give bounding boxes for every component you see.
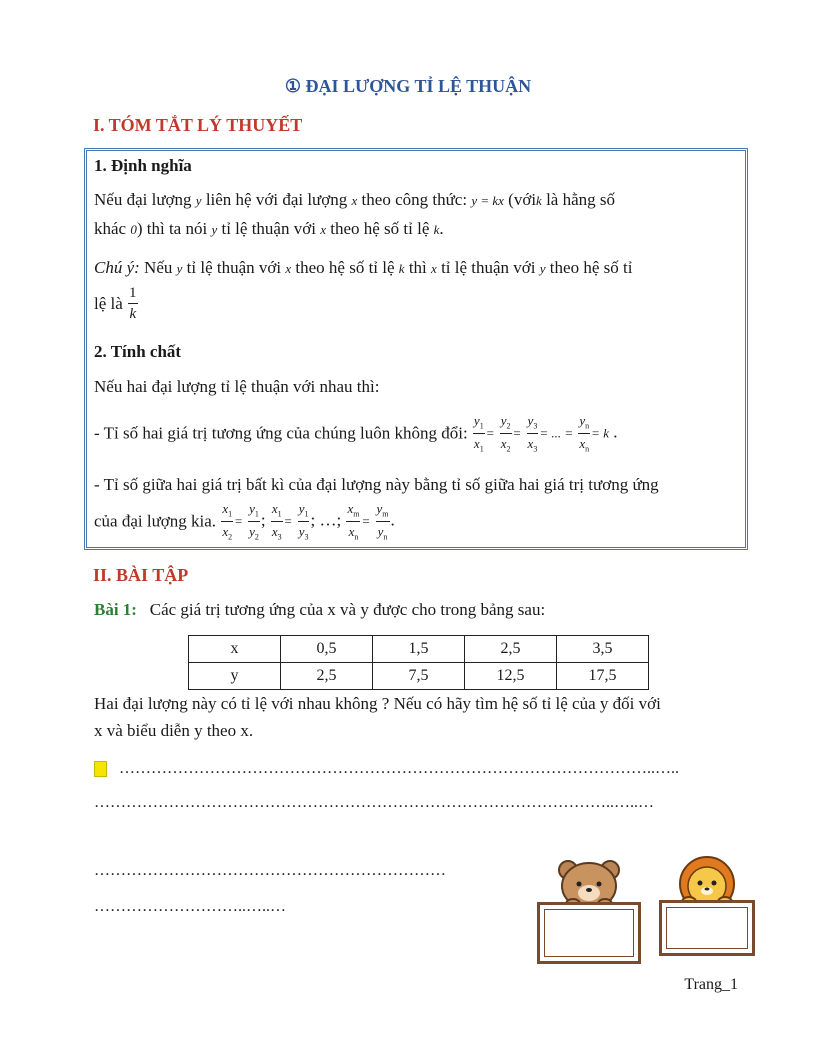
property-heading: 2. Tính chất <box>94 342 182 361</box>
question-line-2: x và biểu diễn y theo x. <box>94 721 254 740</box>
property-1: - Tỉ số hai giá trị tương ứng của chúng luôn không đổi: $\frac{y_1}{x_1}$ = $\frac{y_2}{x_2}$ = $\frac{y_3}{x_3}$ = ... = $\frac{y_n}{x_n}$ = k . <box>94 413 618 454</box>
table-cell: 12,5 <box>465 663 557 690</box>
page-number: Trang_1 <box>684 976 738 993</box>
property-2-line-2: của đại lượng kia. $\frac{x_1}{x_2}$ = $\frac{y_1}{y_2}$ ; $\frac{x_1}{x_3}$ = $\frac{y_1}{y_3}$ ; …; $\frac{x_m}{x_n}$ = $\frac{y_m}{y_n}$ . <box>94 501 395 542</box>
section-heading-theory: I. TÓM TẮT LÝ THUYẾT <box>93 115 303 135</box>
table-cell: 7,5 <box>373 663 465 690</box>
definition-line-2: khác 0) thì ta nói y tỉ lệ thuận với x theo hệ số tỉ lệ k. <box>94 219 444 238</box>
page-title: ① ĐẠI LƯỢNG TỈ LỆ THUẬN <box>284 76 532 96</box>
table-row <box>189 663 649 690</box>
answer-line-2: ……………………………………………………………………………………..…..… <box>94 794 654 811</box>
answer-line-4: ………………………..…..… <box>94 898 286 915</box>
answer-line-1: ………………………………………………………………………………………..….. <box>94 760 754 778</box>
table-cell: 17,5 <box>557 663 649 690</box>
table-row <box>189 636 649 663</box>
note-line-2: lệ là $\frac{1}{k}$ <box>94 285 137 322</box>
definition-heading: 1. Định nghĩa <box>94 156 192 175</box>
table-cell: y <box>189 663 281 690</box>
property-2-line-1: - Tỉ số giữa hai giá trị bất kì của đại lượng này bằng tỉ số giữa hai giá trị tương ứng <box>94 475 659 494</box>
table-cell: x <box>189 636 281 663</box>
table-cell: 1,5 <box>373 636 465 663</box>
answer-line-3: ………………………………………………………… <box>94 862 446 879</box>
lion-board-image <box>657 856 757 958</box>
bear-board-image <box>535 858 643 966</box>
note-line-1: Chú ý: Nếu y tỉ lệ thuận với x theo hệ số tỉ lệ k thì x tỉ lệ thuận với y theo hệ số tỉ <box>94 258 633 277</box>
table-cell: 0,5 <box>281 636 373 663</box>
section-heading-exercises: II. BÀI TẬP <box>93 565 189 585</box>
values-table <box>188 635 649 690</box>
definition-line-1: Nếu đại lượng y liên hệ với đại lượng x theo công thức: y = kx (vớik là hằng số <box>94 190 616 209</box>
checkbox-icon[interactable] <box>94 761 107 777</box>
question-line-1: Hai đại lượng này có tỉ lệ với nhau không ? Nếu có hãy tìm hệ số tỉ lệ của y đối với <box>94 694 661 713</box>
exercise-1: Bài 1: Các giá trị tương ứng của x và y được cho trong bảng sau: <box>94 600 546 619</box>
table-cell: 2,5 <box>281 663 373 690</box>
table-cell: 2,5 <box>465 636 557 663</box>
table-cell: 3,5 <box>557 636 649 663</box>
property-intro: Nếu hai đại lượng tỉ lệ thuận với nhau thì: <box>94 377 380 396</box>
